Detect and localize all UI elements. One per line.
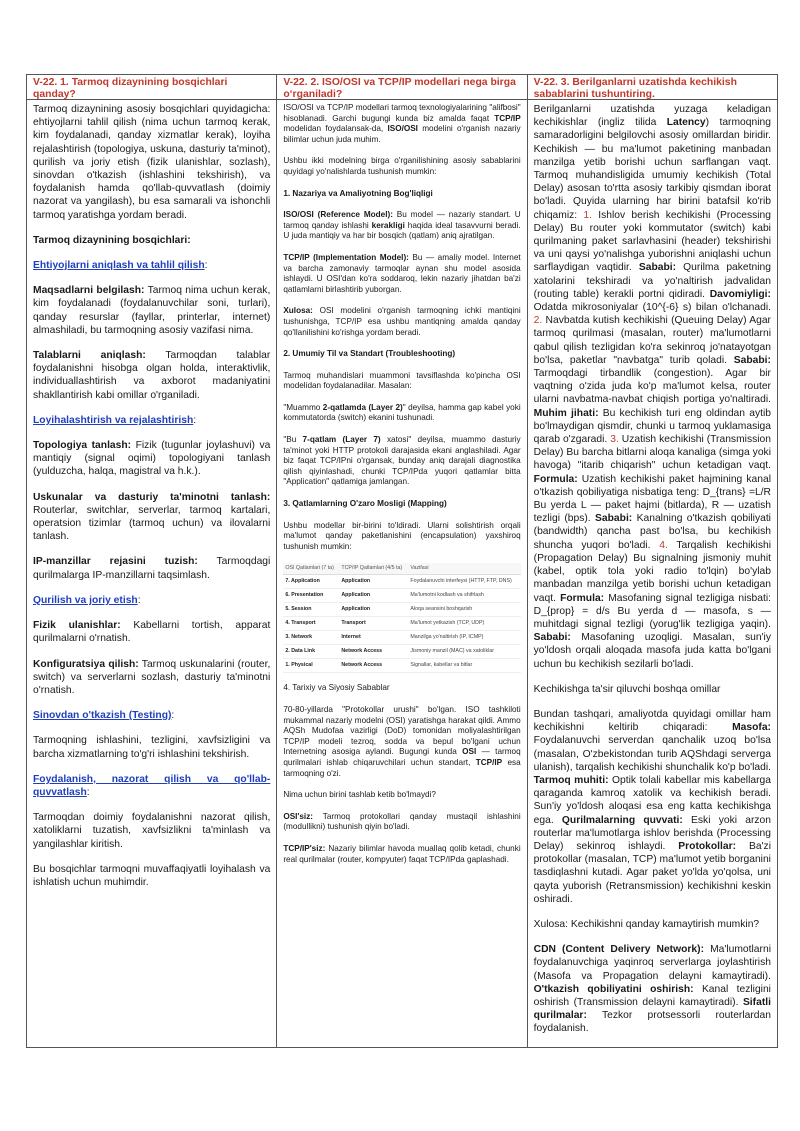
paragraph: Kechikishga ta'sir qiluvchi boshqa omillar [533, 683, 721, 695]
paragraph: Konfiguratsiya qilish: Tarmoq uskunalarini (router, switch) va serverlarni sozlash, dasturiy ta'minotni o'rnatish. [33, 658, 271, 696]
paragraph: TCP/IP (Implementation Model): Bu — amaliy model. Internet va barcha zamonaviy tarmoqlar aynan shu model asosida ishlaydi. U OSI'dan ko'ra soddaroq, lekin nazariy jihatdan ba'zi qatlamlarni birlashtirib yuborgan. [283, 252, 521, 294]
paragraph: Uskunalar va dasturiy ta'minotni tanlash: Routerlar, switchlar, serverlar, tarmoq kartalari, operatsion tizimlar (tarmoq uchun) va ilovalarni tanlash. [33, 491, 271, 543]
question-3-title: V-22. 3. Berilganlarni uzatishda kechikish sabablarini tushuntiring. [528, 75, 777, 100]
paragraph: 70-80-yillarda "Protokollar urushi" bo'lgan. ISO tashkiloti mukammal nazariy modelni (OSI) yaratishga harakat qildi. Ammo AQSh Mudofaa vazirligi (DoD) tomonidan moliyalashtirilgan TCP/IP modeli tezroq, sodda va bepul bo'lgani uchun Internetning asosiga aylandi. Bugungi kunda OSI — tarmoq qurilmalari ishlab chiqaruvchilari uchun standart, TCP/IP esa tarmoqning o'zi. [283, 705, 521, 778]
paragraph: Maqsadlarni belgilash: Tarmoq nima uchun kerak, kim foydalanadi (foydalanuvchilar soni, turlari), qanday resurslar (fayllar, printerlar, internet) almashiladi, bu tarmoqning asosiy vazifasi nima. [33, 285, 271, 336]
paragraph: Ushbu ikki modelning birga o'rganilishining asosiy sabablarini quyidagi yo'nalishlarda tushunish mumkin: [283, 156, 521, 176]
paragraph: Xulosa: OSI modelini o'rganish tarmoqning ichki mantiqini tushunishga, TCP/IP esa ushbu mantiqning amalda qanday qo'llanilishini ko'rishga yordam beradi. [283, 306, 521, 337]
column-question-3 [527, 75, 777, 1047]
section-link-build: Qurilish va joriy etish [33, 594, 138, 606]
paragraph: Berilganlarni uzatishda yuzaga keladigan kechikishlar (ingliz tilida Latency) tarmoqning samaradorligini belgilovchi asosiy omillardan biridir. Kechikish — bu ma'lumot paketining manbadan manzilga yetib borishi uchun sarflangan vaqt. Tarmoq muhandisligida umumiy kechikish (Total Delay) asosan to'rtta asosiy tarkibiy qismdan iborat bo'ladi. Quyida ularning har birini batafsil ko'rib chiqamiz: 1. Ishlov berish kechikishi (Processing Delay) Bu router yoki kommutator (switch) kabi qurilmaning paket sarlavhasini (header) tekshirishi va uni qaysi yo'nalishga yuborishni aniqlashi uchun sarflaydigan vaqtidir. Sababi: Qurilma paketning xatolarini tekshiradi va yo'naltirish jadvalidan (routing table) kerakli portni qidiradi. Davomiyligi: Odatda mikrosoniyalar (10^{-6} s) bilan o'lchanadi. 2. Navbatda kutish kechikishi (Queuing Delay) Agar tarmoq qurilmasi (masalan, router) ma'lumotlarni qabul qilish tezligidan ko'ra sekinroq jo'natayotgan bo'lsa, paketlar "navbatga" turib qoladi. Sababi: Tarmoqdagi tirbandlik (congestion). Agar bir vaqtning o'zida juda ko'p ma'lumot kelsa, router ularni navbatma-navbat chiqish portiga yo'naltiradi. Muhim jihati: Bu kechikish turi eng oldindan aytib bo'lmaydigan qismdir, chunki u tarmoq yuklamasiga qarab o'zgaradi. 3. Uzatish kechikishi (Transmission Delay) Bu barcha bitlarni aloqa kanaliga (simga yoki havoga) "itarib chiqarish" uchun ketadigan vaqt. Formula: Uzatish kechikishi paket hajmining kanal o'tkazish qobiliyatiga nisbatiga teng: D_{trans} =L/R Bu yerda L — paket hajmi (bitlarda), R — uzatish tezligi (bps). Sababi: Kanalning o'tkazish qobiliyati (bandwidth) qancha past bo'lsa, bu kechikish shuncha yuqori bo'ladi. 4. Tarqalish kechikishi (Propagation Delay) Bu signalning jismoniy muhit (kabel, optik tola yoki radio to'lqin) bo'ylab manbadan manzilga yetib borishi uchun ketadigan vaqt. Formula: Masofaning signal tezligiga nisbati: D_{prop} = d/s Bu yerda d — masofa, s — muhitdagi signal tezligi (yorug'lik tezligiga yaqin). Sababi: Masofaning uzoqligi. Masalan, sun'iy yo'ldosh orqali aloqada masofa juda katta bo'lgani uchun bu kechikish sezilarli bo'ladi. [533, 103, 771, 670]
question-3-body [528, 100, 777, 1047]
section-heading: 4. Tarixiy va Siyosiy Sabablar [283, 683, 390, 693]
paragraph: CDN (Content Delivery Network): Ma'lumotlarni foydalanuvchiga yaqinroq serverlarga joylashtirish (Masofa va Propagation delayni kamaytiradi). O'tkazish qobiliyatini oshirish: Kanal tezligini oshirish (Transmission delayni kamaytiradi). Sifatli qurilmalar: Tezkor protsessorli routerlardan foydalanish. [533, 944, 771, 1035]
table-header-row [283, 563, 520, 575]
table-row: 6. Presentation Application Ma'lumotni kodlash va shifrlash [283, 589, 520, 603]
paragraph: OSI'siz: Tarmoq protokollari qanday mustaqil ishlashini (modullikni) tushunish qiyin bo'ladi. [283, 811, 521, 832]
paragraph: "Muammo 2-qatlamda (Layer 2)" deyilsa, hamma gap kabel yoki kommutatorda (switch) ekanini tushunadi. [283, 402, 521, 423]
question-1-body: Tarmoq dizaynining asosiy bosqichlari quyidagicha: ehtiyojlarni tahlil qilish (nima uchun tarmoq kerak, kim foydalanadi, qanday xizmatlar kerak), loyiha rejalashtirish (topologiya, uskuna, dasturiy ta'minot), qurilish va joriy etish (fizik ulanishlar, sozlash), sinovdan o'tkazish (ishlashini tekshirish), va foydalanish hamda qo'llab-quvvatlash (doimiy nazorat va yangilash), bu esa samarali va ishonchli tarmoq yaratishga yordam beradi. Tarmoq dizaynining bosqichlari: Ehtiyojlarni aniqlash va tahlil qilish: Maqsadlarni belgilash: Tarmoq nima uchun kerak, kim foydalanadi (foydalanuvchilar soni, turlari), qanday resurslar (fayllar, printerlar, internet) almashiladi, bu tarmoqning asosiy vazifasi nima. Talablarni aniqlash: Tarmoqdan talablar foydalanishni hisobga olgan holda, interaktivlik, individuallashtirish va axborot madaniyatini shakllantirish kabi omillar o'rganiladi. Loyihalashtirish va rejalashtirish: Topologiya tanlash: Fizik (tugunlar joylashuvi) va mantiqiy (signal oqimi) topologiyani tanlash (yulduzcha, halqa, magistral va h.k.). Uskunalar va dasturiy ta'minotni tanlash: Routerlar, switchlar, serverlar, tarmoq kartalari, operatsion tizimlar (tarmoq uchun) va ilovalarni tanlash. IP-manzillar rejasini tuzish: Tarmoqdagi qurilmalarga IP-manzillarni taqsimlash. Qurilish va joriy etish: Fizik ulanishlar: Kabellarni tortish, apparat qurilmalarni o'rnatish. Konfiguratsiya qilish: Tarmoq uskunalarini (router, switch) va serverlarni sozlash, dasturiy ta'minotni o'rnatish. Sinovdan o'tkazish (Testing): Tarmoqning ishlashini, tezligini, xavfsizligini va barcha xizmatlarning to'g'ri ishlashini tekshirish. Foydalanish, nazorat qilish va qo'llab-quvvatlash: Tarmoqdan doimiy foydalanishni nazorat qilish, xatoliklarni tuzatish, xavfsizlikni ta'minlash va yangilashlar kiritish. Bu bosqichlar tarmoqni muvaffaqiyatli loyihalash va ishlatish uchun muhimdir. [33, 104, 271, 888]
section-heading: 2. Umumiy Til va Standart (Troubleshooting) [283, 349, 456, 359]
question-1-title: V-22. 1. Tarmoq dizaynining bosqichlari qanday? [27, 75, 276, 100]
paragraph: Bu bosqichlar tarmoqni muvaffaqiyatli loyihalash va ishlatish uchun muhimdir. [33, 863, 271, 888]
column-question-2 [276, 75, 526, 1047]
paragraph: Tarmoq muhandislari muammoni tavsiflashda ko'pincha OSI modelidan foydalanadilar. Masalan: [283, 370, 521, 391]
paragraph: Ushbu modellar bir-birini to'ldiradi. Ularni solishtirish orqali ma'lumot qanday paketlanishini (encapsulation) yaxshiroq tushunish mumkin: [283, 520, 521, 551]
paragraph: Tarmoqdan doimiy foydalanishni nazorat qilish, xatoliklarni tuzatish, xavfsizlikni ta'minlash va yangilashlar kiritish. [33, 812, 271, 850]
paragraph: ISO/OSI va TCP/IP modellari tarmoq texnologiyalarining "alifbosi" hisoblanadi. Garchi bugungi kunda biz amalda faqat TCP/IP modelidan foydalansak-da, ISO/OSI modelini o'rganish nazariy bilimlar uchun juda muhim. [283, 103, 521, 144]
paragraph: "Bu 7-qatlam (Layer 7) xatosi" deyilsa, muammo dasturiy ta'minot yoki HTTP protokoli darajasida ekani anglashiladi. Agar biz faqat TCP/IPni o'rgansak, bunday aniq darajali diagnostika qilish qiyinlashadi, chunki TCP/IPda yuqori qatlamlar bitta "Application" qatlamiga jamlangan. [283, 435, 521, 487]
paragraph: Tarmoqning ishlashini, tezligini, xavfsizligini va barcha xizmatlarning to'g'ri ishlashini tekshirish. [33, 735, 271, 760]
table-row: 1. Physical Network Access Signallar, kabellar va bitlar [283, 659, 520, 673]
section-link-design: Loyihalashtirish va rejalashtirish [33, 414, 194, 426]
paragraph: Tarmoq dizaynining asosiy bosqichlari quyidagicha: ehtiyojlarni tahlil qilish (nima uchun tarmoq kerak, kim foydalanadi, qanday xizmatlar kerak), loyiha rejalashtirish (topologiya, uskuna, dasturiy ta'minot), qurilish va joriy etish (fizik ulanishlar, sozlash), sinovdan o'tkazish (ishlashini tekshirish), va foydalanish hamda qo'llab-quvvatlash (doimiy nazorat va yangilash), bu esa samarali va ishonchli tarmoq yaratishga yordam beradi. [33, 104, 271, 221]
section-heading: 3. Qatlamlarning O'zaro Mosligi (Mapping) [283, 499, 447, 509]
paragraph: Fizik ulanishlar: Kabellarni tortish, apparat qurilmalarni o'rnatish. [33, 620, 271, 645]
paragraph: Xulosa: Kechikishni qanday kamaytirish mumkin? [533, 918, 760, 930]
table-header-cell: TCP/IP Qatlamlari (4/5 ta) [339, 563, 408, 575]
table-row: 5. Session Application Aloqa seansini boshqarish [283, 603, 520, 617]
table-row: 3. Network Internet Manzilga yo'naltirish (IP, ICMP) [283, 631, 520, 645]
question-2-title: V-22. 2. ISO/OSI va TCP/IP modellari nega birga o‘rganiladi? [277, 75, 526, 100]
paragraph: IP-manzillar rejasini tuzish: Tarmoqdagi qurilmalarga IP-manzillarni taqsimlash. [33, 556, 271, 581]
paragraph: Nima uchun birini tashlab ketib bo'lmaydi? [283, 790, 436, 800]
section-heading: 1. Nazariya va Amaliyotning Bog'liqligi [283, 188, 433, 198]
question-2-body [277, 100, 526, 876]
osi-tcpip-mapping-table [283, 563, 520, 673]
section-link-needs: Ehtiyojlarni aniqlash va tahlil qilish [33, 260, 205, 272]
paragraph: Bundan tashqari, amaliyotda quyidagi omillar ham kechikishni keltirib chiqaradi: Masofa: Foydalanuvchi serverdan qanchalik uzoq bo'lsa (masalan, O'zbekistondan turib AQShdagi serverga ulanish), tarqalish kechikishi shunchalik ko'p bo'ladi. Tarmoq muhiti: Optik tolali kabellar mis kabellarga qaraganda kamroq xatolik va kechikish beradi. Sun'iy yo'ldosh aloqasi esa eng katta kechikishga ega. Qurilmalarning quvvati: Eski yoki arzon routerlar ma'lumotlarga ishlov berishda (Processing Delay) sekinroq ishlaydi. Protokollar: Ba'zi protokollar (masalan, TCP) ma'lumot yetib borganini tasdiqlashni kutadi. Agar paket yo'lda yo'qolsa, uni qayta yuborish (Retransmission) kechikishni keskin oshiradi. [533, 708, 771, 905]
paragraph: ISO/OSI (Reference Model): Bu model — nazariy standart. U tarmoq qanday ishlashi kerakligi haqida ideal tasavvurni beradi. U juda mantiqiy va har bir bosqich (qatlam) aniq ajratilgan. [283, 210, 521, 241]
section-heading: Tarmoq dizaynining bosqichlari: [33, 234, 191, 246]
table-row: 4. Transport Transport Ma'lumot yetkazish (TCP, UDP) [283, 617, 520, 631]
table-row: 2. Data Link Network Access Jismoniy manzil (MAC) va xatoliklar [283, 645, 520, 659]
paragraph: Talablarni aniqlash: Tarmoqdan talablar foydalanishni hisobga olgan holda, interaktivlik, individuallashtirish va axborot madaniyatini shakllantirish kabi omillar o'rganiladi. [33, 350, 271, 401]
section-link-testing: Sinovdan o'tkazish (Testing) [33, 710, 172, 722]
column-question-1 [27, 75, 276, 1047]
table-row: 7. Application Application Foydalanuvchi interfeysi (HTTP, FTP, DNS) [283, 575, 520, 589]
table-header-cell: OSI Qatlamlari (7 ta) [283, 563, 339, 575]
paragraph: Topologiya tanlash: Fizik (tugunlar joylashuvi) va mantiqiy (signal oqimi) topologiyani tanlash (yulduzcha, halqa, magistral va h.k.). [33, 440, 271, 478]
section-link-support: Foydalanish, nazorat qilish va qo'llab-quvvatlash [33, 773, 271, 798]
paragraph: TCP/IP'siz: Nazariy bilimlar havoda muallaq qolib ketadi, chunki real qurilmalar (router, kompyuter) faqat TCP/IPda gaplashadi. [283, 843, 521, 864]
answer-sheet [26, 74, 778, 1048]
table-header-cell: Vazifasi [408, 563, 520, 575]
